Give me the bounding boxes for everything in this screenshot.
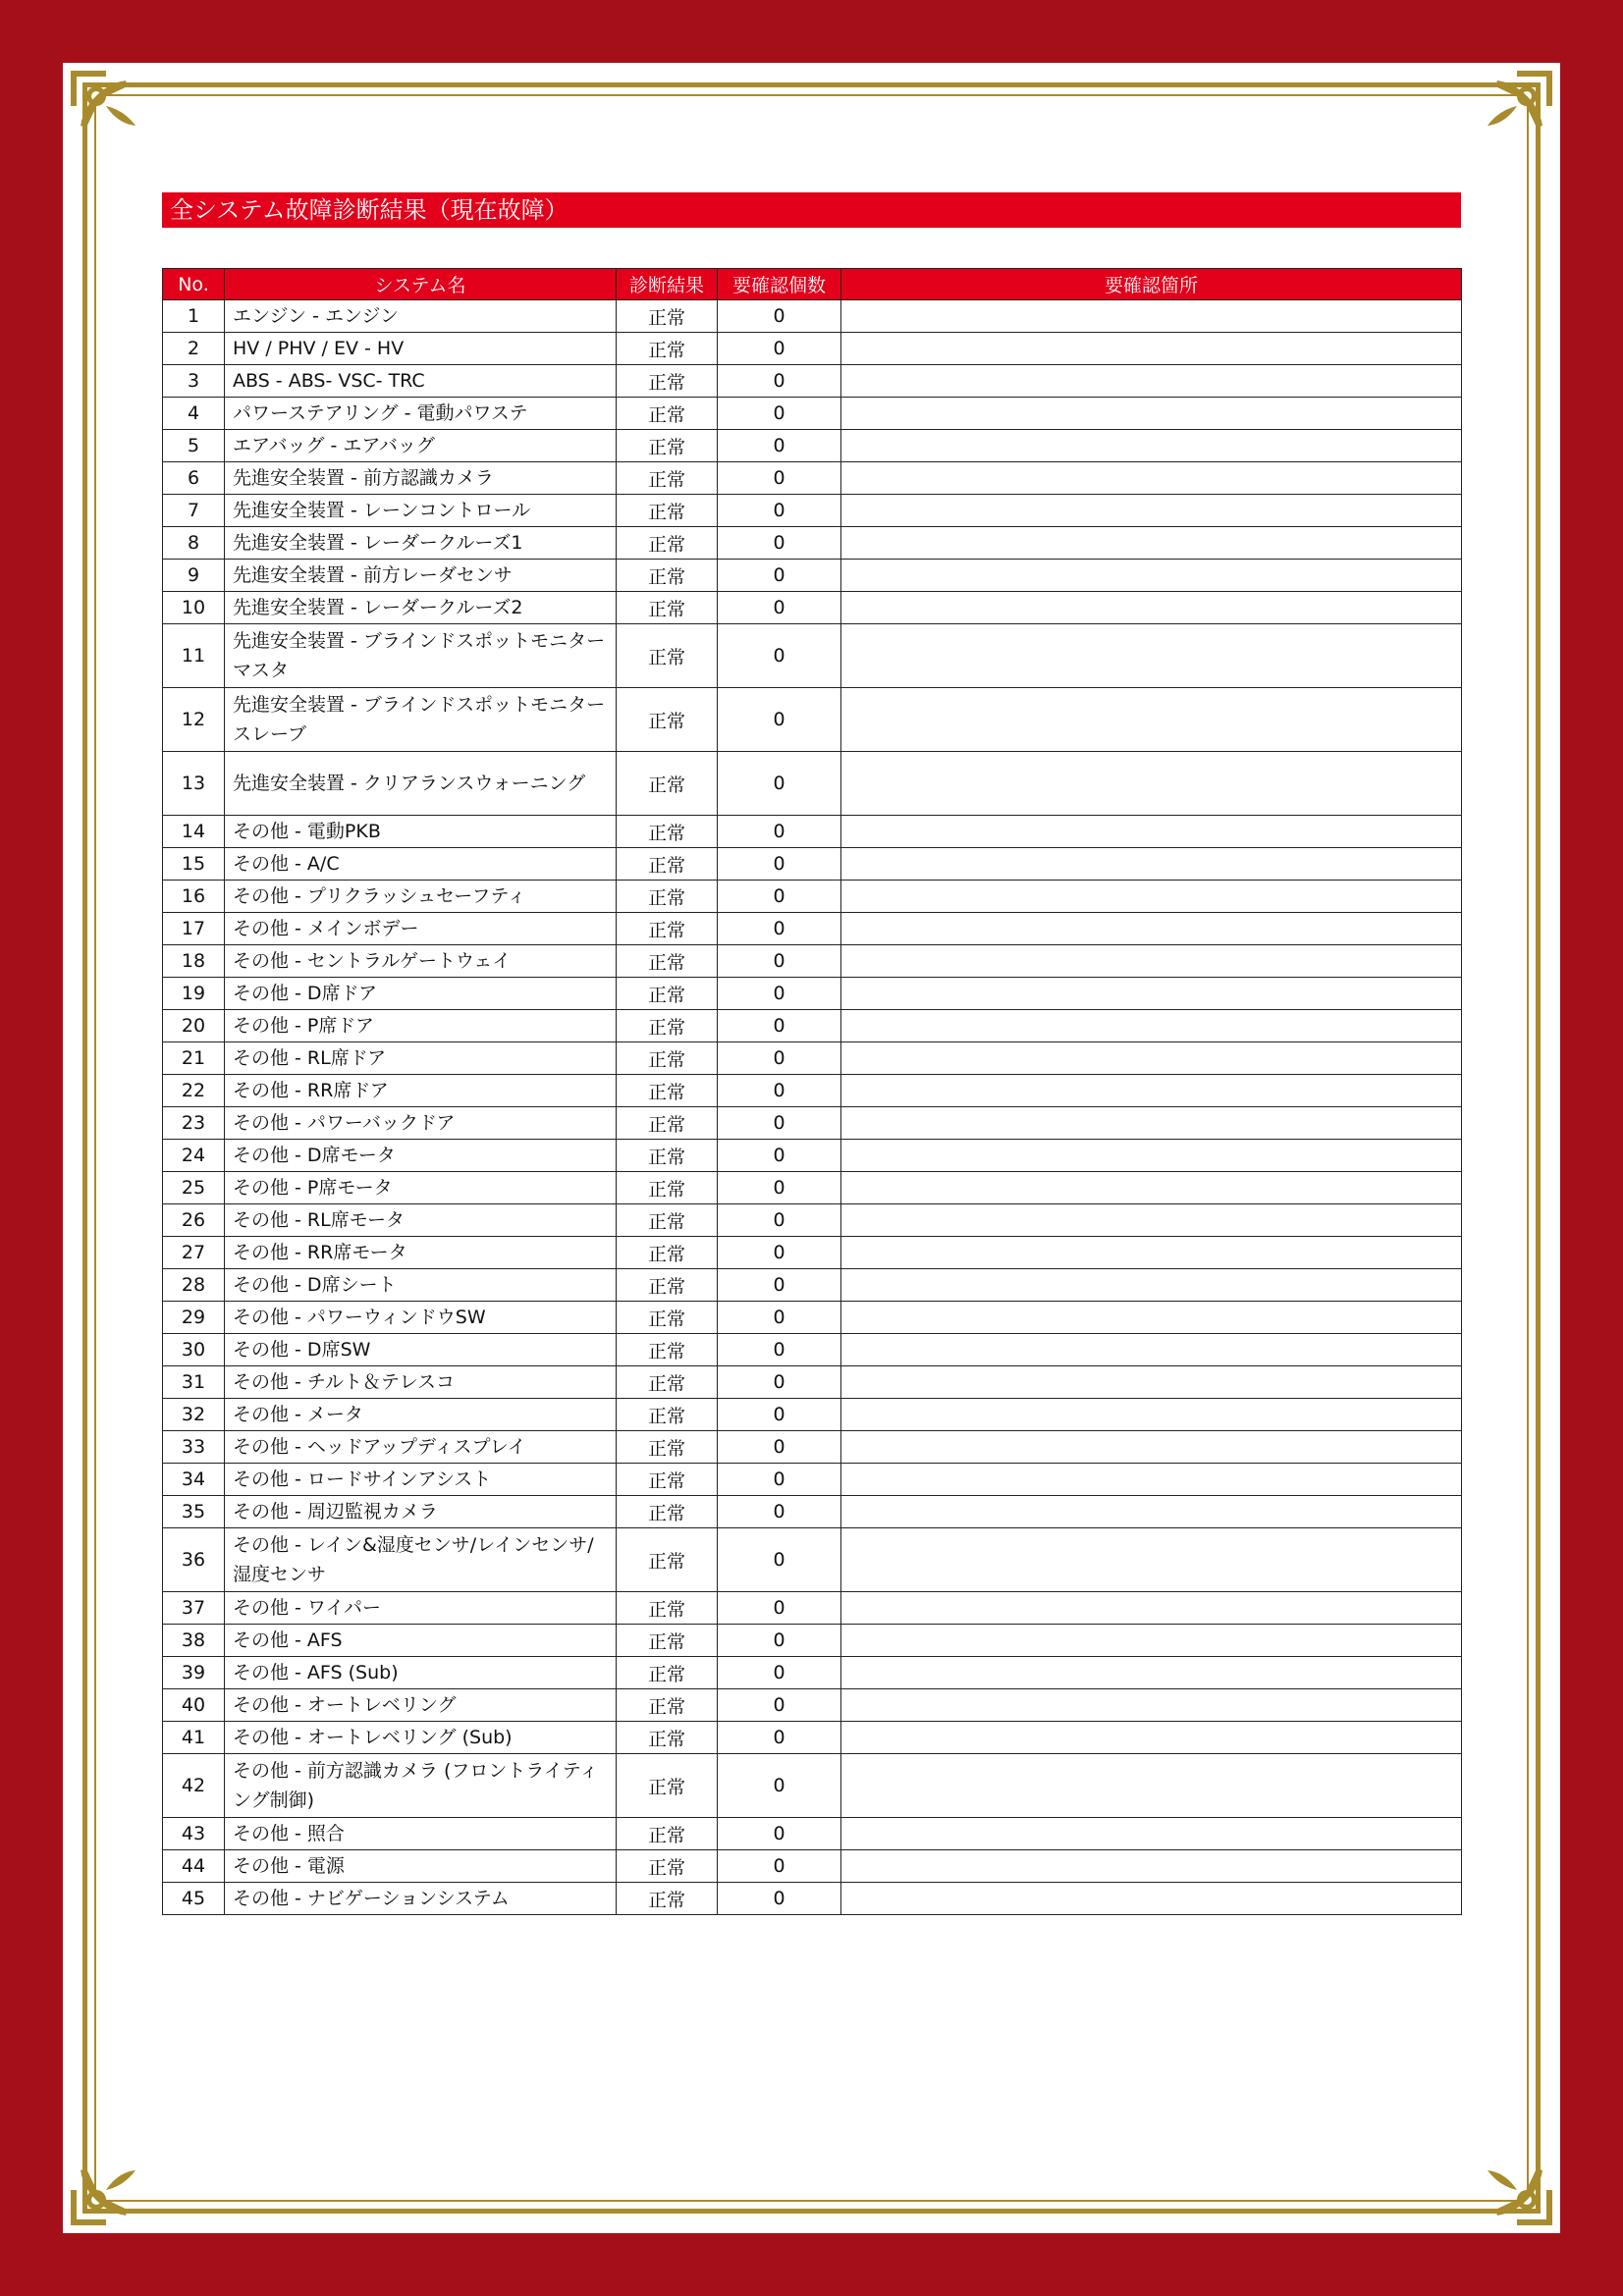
table-row — [163, 1657, 1462, 1689]
location-cell — [841, 945, 1462, 978]
system-name-cell: その他 - ワイパー — [225, 1592, 617, 1625]
result-cell: 正常 — [617, 1042, 718, 1075]
result-cell: 正常 — [617, 848, 718, 881]
count-cell: 0 — [718, 592, 841, 624]
count-cell: 0 — [718, 1818, 841, 1850]
system-name-cell: エアバッグ - エアバッグ — [225, 430, 617, 462]
system-name-cell: ABS - ABS- VSC- TRC — [225, 365, 617, 398]
result-cell: 正常 — [617, 430, 718, 462]
location-cell — [841, 1722, 1462, 1754]
table-row — [163, 1722, 1462, 1754]
system-name-cell: その他 - ヘッドアップディスプレイ — [225, 1431, 617, 1464]
count-cell: 0 — [718, 430, 841, 462]
result-cell: 正常 — [617, 592, 718, 624]
row-number: 1 — [163, 300, 225, 333]
location-cell — [841, 365, 1462, 398]
row-number: 5 — [163, 430, 225, 462]
system-name-cell: 先進安全装置 - ブラインドスポットモニター スレーブ — [225, 688, 617, 752]
system-name-cell: その他 - 照合 — [225, 1818, 617, 1850]
system-name-cell: その他 - 電動PKB — [225, 816, 617, 848]
system-name-cell: パワーステアリング - 電動パワステ — [225, 398, 617, 430]
location-cell — [841, 300, 1462, 333]
table-row — [163, 1107, 1462, 1140]
result-cell: 正常 — [617, 1625, 718, 1657]
table-header-row — [163, 269, 1462, 300]
result-cell: 正常 — [617, 398, 718, 430]
result-cell: 正常 — [617, 1010, 718, 1042]
count-cell: 0 — [718, 1431, 841, 1464]
result-cell: 正常 — [617, 752, 718, 816]
row-number: 31 — [163, 1366, 225, 1399]
count-cell: 0 — [718, 1042, 841, 1075]
location-cell — [841, 1850, 1462, 1883]
table-row — [163, 1399, 1462, 1431]
table-row — [163, 1302, 1462, 1334]
row-number: 28 — [163, 1269, 225, 1302]
table-row — [163, 1431, 1462, 1464]
result-cell: 正常 — [617, 1172, 718, 1204]
result-cell: 正常 — [617, 1464, 718, 1496]
table-row — [163, 1042, 1462, 1075]
count-cell: 0 — [718, 1689, 841, 1722]
result-cell: 正常 — [617, 688, 718, 752]
system-name-cell: その他 - 前方認識カメラ (フロントライティング制御) — [225, 1754, 617, 1818]
system-name-cell: その他 - RL席モータ — [225, 1204, 617, 1237]
table-row — [163, 624, 1462, 688]
count-cell: 0 — [718, 1204, 841, 1237]
column-header-location: 要確認箇所 — [841, 269, 1462, 300]
table-row — [163, 300, 1462, 333]
count-cell: 0 — [718, 848, 841, 881]
location-cell — [841, 495, 1462, 527]
system-name-cell: 先進安全装置 - クリアランスウォーニング — [225, 752, 617, 816]
location-cell — [841, 527, 1462, 560]
row-number: 16 — [163, 881, 225, 913]
count-cell: 0 — [718, 945, 841, 978]
system-name-cell: その他 - RR席ドア — [225, 1075, 617, 1107]
result-cell: 正常 — [617, 913, 718, 945]
system-name-cell: 先進安全装置 - 前方レーダセンサ — [225, 560, 617, 592]
system-name-cell: 先進安全装置 - ブラインドスポットモニター マスタ — [225, 624, 617, 688]
row-number: 38 — [163, 1625, 225, 1657]
location-cell — [841, 624, 1462, 688]
location-cell — [841, 1818, 1462, 1850]
count-cell: 0 — [718, 333, 841, 365]
table-row — [163, 527, 1462, 560]
row-number: 17 — [163, 913, 225, 945]
row-number: 27 — [163, 1237, 225, 1269]
count-cell: 0 — [718, 1237, 841, 1269]
column-header-system-name: システム名 — [225, 269, 617, 300]
system-name-cell: 先進安全装置 - 前方認識カメラ — [225, 462, 617, 495]
table-row — [163, 945, 1462, 978]
system-name-cell: その他 - チルト＆テレスコ — [225, 1366, 617, 1399]
result-cell: 正常 — [617, 560, 718, 592]
column-header-no: No. — [163, 269, 225, 300]
table-row — [163, 1204, 1462, 1237]
count-cell: 0 — [718, 1528, 841, 1592]
table-row — [163, 1464, 1462, 1496]
system-name-cell: その他 - プリクラッシュセーフティ — [225, 881, 617, 913]
system-name-cell: 先進安全装置 - レーダークルーズ1 — [225, 527, 617, 560]
location-cell — [841, 752, 1462, 816]
system-name-cell: その他 - 周辺監視カメラ — [225, 1496, 617, 1528]
table-row — [163, 560, 1462, 592]
system-name-cell: その他 - RR席モータ — [225, 1237, 617, 1269]
result-cell: 正常 — [617, 333, 718, 365]
report-sheet — [63, 63, 1560, 2233]
system-name-cell: その他 - RL席ドア — [225, 1042, 617, 1075]
count-cell: 0 — [718, 913, 841, 945]
table-row — [163, 1172, 1462, 1204]
row-number: 11 — [163, 624, 225, 688]
system-name-cell: その他 - パワーウィンドウSW — [225, 1302, 617, 1334]
system-name-cell: その他 - オートレベリング (Sub) — [225, 1722, 617, 1754]
result-cell: 正常 — [617, 1302, 718, 1334]
count-cell: 0 — [718, 462, 841, 495]
row-number: 37 — [163, 1592, 225, 1625]
row-number: 29 — [163, 1302, 225, 1334]
count-cell: 0 — [718, 1075, 841, 1107]
row-number: 18 — [163, 945, 225, 978]
row-number: 10 — [163, 592, 225, 624]
row-number: 24 — [163, 1140, 225, 1172]
table-row — [163, 1237, 1462, 1269]
location-cell — [841, 462, 1462, 495]
result-cell: 正常 — [617, 816, 718, 848]
row-number: 3 — [163, 365, 225, 398]
location-cell — [841, 1204, 1462, 1237]
result-cell: 正常 — [617, 881, 718, 913]
system-name-cell: その他 - P席モータ — [225, 1172, 617, 1204]
ornament-corner-icon — [1466, 67, 1556, 157]
count-cell: 0 — [718, 624, 841, 688]
row-number: 23 — [163, 1107, 225, 1140]
row-number: 35 — [163, 1496, 225, 1528]
system-name-cell: その他 - AFS — [225, 1625, 617, 1657]
result-cell: 正常 — [617, 945, 718, 978]
row-number: 7 — [163, 495, 225, 527]
row-number: 41 — [163, 1722, 225, 1754]
table-row — [163, 1075, 1462, 1107]
result-cell: 正常 — [617, 1657, 718, 1689]
system-name-cell: その他 - レイン&湿度センサ/レインセンサ/湿度センサ — [225, 1528, 617, 1592]
result-cell: 正常 — [617, 1399, 718, 1431]
row-number: 26 — [163, 1204, 225, 1237]
location-cell — [841, 1010, 1462, 1042]
result-cell: 正常 — [617, 1366, 718, 1399]
location-cell — [841, 978, 1462, 1010]
system-name-cell: 先進安全装置 - レーンコントロール — [225, 495, 617, 527]
location-cell — [841, 1107, 1462, 1140]
count-cell: 0 — [718, 398, 841, 430]
count-cell: 0 — [718, 495, 841, 527]
row-number: 34 — [163, 1464, 225, 1496]
result-cell: 正常 — [617, 624, 718, 688]
location-cell — [841, 592, 1462, 624]
row-number: 20 — [163, 1010, 225, 1042]
count-cell: 0 — [718, 1107, 841, 1140]
count-cell: 0 — [718, 1592, 841, 1625]
count-cell: 0 — [718, 1850, 841, 1883]
row-number: 19 — [163, 978, 225, 1010]
table-row — [163, 398, 1462, 430]
location-cell — [841, 1431, 1462, 1464]
result-cell: 正常 — [617, 1850, 718, 1883]
count-cell: 0 — [718, 300, 841, 333]
system-name-cell: その他 - メータ — [225, 1399, 617, 1431]
result-cell: 正常 — [617, 1075, 718, 1107]
row-number: 14 — [163, 816, 225, 848]
table-row — [163, 881, 1462, 913]
count-cell: 0 — [718, 1269, 841, 1302]
location-cell — [841, 1366, 1462, 1399]
row-number: 36 — [163, 1528, 225, 1592]
location-cell — [841, 1334, 1462, 1366]
result-cell: 正常 — [617, 1140, 718, 1172]
count-cell: 0 — [718, 1657, 841, 1689]
result-cell: 正常 — [617, 1107, 718, 1140]
row-number: 21 — [163, 1042, 225, 1075]
row-number: 42 — [163, 1754, 225, 1818]
location-cell — [841, 1464, 1462, 1496]
row-number: 4 — [163, 398, 225, 430]
location-cell — [841, 1399, 1462, 1431]
location-cell — [841, 1592, 1462, 1625]
location-cell — [841, 1172, 1462, 1204]
location-cell — [841, 1496, 1462, 1528]
result-cell: 正常 — [617, 1204, 718, 1237]
location-cell — [841, 881, 1462, 913]
row-number: 33 — [163, 1431, 225, 1464]
location-cell — [841, 816, 1462, 848]
result-cell: 正常 — [617, 1431, 718, 1464]
count-cell: 0 — [718, 1366, 841, 1399]
count-cell: 0 — [718, 560, 841, 592]
table-row — [163, 913, 1462, 945]
count-cell: 0 — [718, 1722, 841, 1754]
location-cell — [841, 1042, 1462, 1075]
table-row — [163, 1689, 1462, 1722]
count-cell: 0 — [718, 1302, 841, 1334]
count-cell: 0 — [718, 1625, 841, 1657]
system-name-cell: HV / PHV / EV - HV — [225, 333, 617, 365]
table-row — [163, 1334, 1462, 1366]
count-cell: 0 — [718, 365, 841, 398]
system-name-cell: その他 - 電源 — [225, 1850, 617, 1883]
table-row — [163, 1818, 1462, 1850]
row-number: 39 — [163, 1657, 225, 1689]
column-header-result: 診断結果 — [617, 269, 718, 300]
row-number: 6 — [163, 462, 225, 495]
table-row — [163, 1883, 1462, 1915]
row-number: 44 — [163, 1850, 225, 1883]
result-cell: 正常 — [617, 1689, 718, 1722]
table-row — [163, 1269, 1462, 1302]
count-cell: 0 — [718, 1464, 841, 1496]
row-number: 32 — [163, 1399, 225, 1431]
count-cell: 0 — [718, 527, 841, 560]
table-row — [163, 462, 1462, 495]
location-cell — [841, 1689, 1462, 1722]
result-cell: 正常 — [617, 1334, 718, 1366]
location-cell — [841, 1302, 1462, 1334]
result-cell: 正常 — [617, 1237, 718, 1269]
table-row — [163, 752, 1462, 816]
system-name-cell: その他 - セントラルゲートウェイ — [225, 945, 617, 978]
system-name-cell: エンジン - エンジン — [225, 300, 617, 333]
count-cell: 0 — [718, 816, 841, 848]
system-name-cell: その他 - メインボデー — [225, 913, 617, 945]
table-row — [163, 816, 1462, 848]
table-row — [163, 1010, 1462, 1042]
table-row — [163, 688, 1462, 752]
table-row — [163, 592, 1462, 624]
table-row — [163, 1496, 1462, 1528]
count-cell: 0 — [718, 978, 841, 1010]
ornament-corner-icon — [1466, 2139, 1556, 2229]
result-cell: 正常 — [617, 1592, 718, 1625]
row-number: 2 — [163, 333, 225, 365]
location-cell — [841, 398, 1462, 430]
count-cell: 0 — [718, 1010, 841, 1042]
row-number: 40 — [163, 1689, 225, 1722]
result-cell: 正常 — [617, 1818, 718, 1850]
location-cell — [841, 1883, 1462, 1915]
ornament-corner-icon — [67, 67, 157, 157]
system-name-cell: その他 - AFS (Sub) — [225, 1657, 617, 1689]
column-header-count: 要確認個数 — [718, 269, 841, 300]
location-cell — [841, 913, 1462, 945]
result-cell: 正常 — [617, 1528, 718, 1592]
location-cell — [841, 1528, 1462, 1592]
result-cell: 正常 — [617, 462, 718, 495]
table-row — [163, 1754, 1462, 1818]
location-cell — [841, 430, 1462, 462]
system-name-cell: 先進安全装置 - レーダークルーズ2 — [225, 592, 617, 624]
system-name-cell: その他 - D席モータ — [225, 1140, 617, 1172]
location-cell — [841, 688, 1462, 752]
page-title: 全システム故障診断結果（現在故障） — [162, 192, 1461, 228]
count-cell: 0 — [718, 881, 841, 913]
table-row — [163, 1140, 1462, 1172]
count-cell: 0 — [718, 752, 841, 816]
row-number: 8 — [163, 527, 225, 560]
count-cell: 0 — [718, 1496, 841, 1528]
row-number: 45 — [163, 1883, 225, 1915]
location-cell — [841, 1657, 1462, 1689]
system-name-cell: その他 - D席シート — [225, 1269, 617, 1302]
location-cell — [841, 1075, 1462, 1107]
table-row — [163, 1366, 1462, 1399]
location-cell — [841, 1625, 1462, 1657]
table-row — [163, 333, 1462, 365]
system-name-cell: その他 - D席ドア — [225, 978, 617, 1010]
system-name-cell: その他 - オートレベリング — [225, 1689, 617, 1722]
system-name-cell: その他 - A/C — [225, 848, 617, 881]
location-cell — [841, 848, 1462, 881]
result-cell: 正常 — [617, 1269, 718, 1302]
result-cell: 正常 — [617, 300, 718, 333]
table-row — [163, 1625, 1462, 1657]
count-cell: 0 — [718, 688, 841, 752]
row-number: 22 — [163, 1075, 225, 1107]
count-cell: 0 — [718, 1883, 841, 1915]
row-number: 9 — [163, 560, 225, 592]
count-cell: 0 — [718, 1754, 841, 1818]
row-number: 30 — [163, 1334, 225, 1366]
table-row — [163, 848, 1462, 881]
result-cell: 正常 — [617, 1883, 718, 1915]
count-cell: 0 — [718, 1399, 841, 1431]
result-cell: 正常 — [617, 978, 718, 1010]
result-cell: 正常 — [617, 527, 718, 560]
row-number: 43 — [163, 1818, 225, 1850]
ornament-corner-icon — [67, 2139, 157, 2229]
result-cell: 正常 — [617, 495, 718, 527]
system-name-cell: その他 - パワーバックドア — [225, 1107, 617, 1140]
count-cell: 0 — [718, 1172, 841, 1204]
row-number: 15 — [163, 848, 225, 881]
result-cell: 正常 — [617, 1722, 718, 1754]
row-number: 13 — [163, 752, 225, 816]
count-cell: 0 — [718, 1334, 841, 1366]
table-row — [163, 978, 1462, 1010]
row-number: 25 — [163, 1172, 225, 1204]
table-row — [163, 1592, 1462, 1625]
system-name-cell: その他 - ロードサインアシスト — [225, 1464, 617, 1496]
count-cell: 0 — [718, 1140, 841, 1172]
diagnosis-table — [162, 268, 1462, 1915]
table-row — [163, 1850, 1462, 1883]
table-row — [163, 495, 1462, 527]
location-cell — [841, 1754, 1462, 1818]
row-number: 12 — [163, 688, 225, 752]
location-cell — [841, 1269, 1462, 1302]
system-name-cell: その他 - D席SW — [225, 1334, 617, 1366]
table-row — [163, 365, 1462, 398]
location-cell — [841, 1140, 1462, 1172]
system-name-cell: その他 - ナビゲーションシステム — [225, 1883, 617, 1915]
system-name-cell: その他 - P席ドア — [225, 1010, 617, 1042]
result-cell: 正常 — [617, 365, 718, 398]
result-cell: 正常 — [617, 1754, 718, 1818]
location-cell — [841, 1237, 1462, 1269]
table-row — [163, 430, 1462, 462]
location-cell — [841, 333, 1462, 365]
result-cell: 正常 — [617, 1496, 718, 1528]
table-row — [163, 1528, 1462, 1592]
location-cell — [841, 560, 1462, 592]
